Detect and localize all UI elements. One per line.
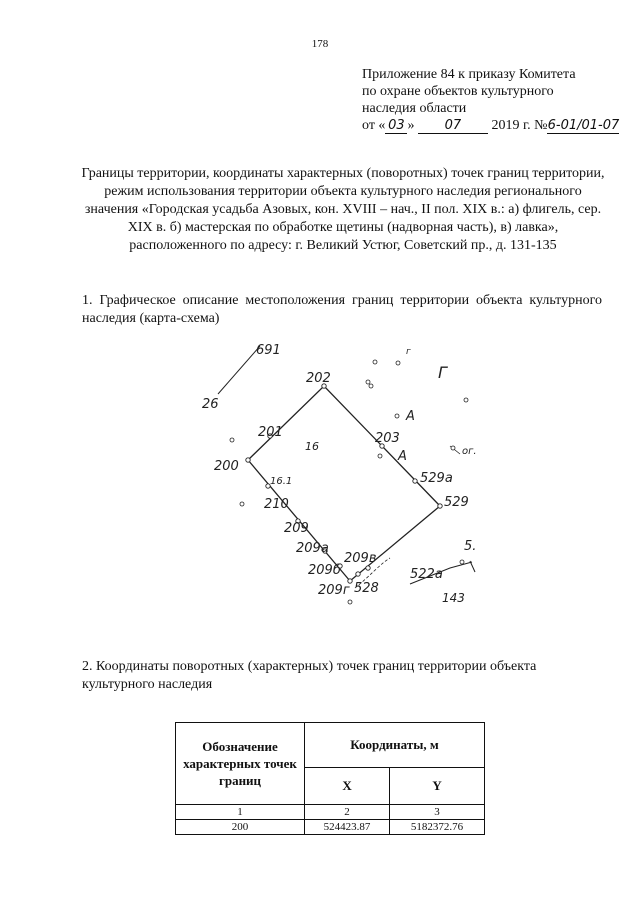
- coordinates-table: [175, 722, 485, 835]
- label-16: 16: [305, 440, 319, 453]
- coord-x: 524423.87: [305, 820, 390, 835]
- col-number: 1: [176, 805, 305, 820]
- col-number: 3: [390, 805, 485, 820]
- label-529: 529: [444, 495, 469, 510]
- boundary-map: [200, 336, 490, 606]
- date-day-close: »: [407, 118, 415, 133]
- header-x: X: [305, 768, 390, 805]
- label-r: г: [406, 347, 411, 357]
- label-16-1: 16.1: [270, 476, 293, 487]
- label-G: Г: [438, 363, 447, 382]
- appendix-line-2: по охране объектов культурного: [362, 84, 554, 99]
- label-A2: A: [398, 449, 407, 464]
- section-2-heading: 2. Координаты поворотных (характерных) точек границ территории объекта культурного наследия: [82, 659, 537, 692]
- label-210: 210: [264, 497, 289, 512]
- appendix-line-3: наследия области: [362, 101, 467, 116]
- label-og: ог.: [462, 446, 477, 457]
- label-691: 691: [256, 343, 281, 358]
- handwritten-day: 03: [385, 119, 407, 134]
- label-209b: 209б: [308, 563, 341, 578]
- label-200: 200: [214, 459, 239, 474]
- appendix-line-1: Приложение 84 к приказу Комитета: [362, 67, 576, 82]
- appendix-header: [362, 66, 632, 134]
- date-year: 2019 г. №: [491, 118, 548, 133]
- appendix-date-line: [362, 117, 632, 134]
- label-529a: 529а: [420, 471, 453, 486]
- table-row: [176, 820, 485, 835]
- label-26: 26: [202, 397, 219, 412]
- section-1-heading: 1. Графическое описание местоположения границ территории объекта культурного наследия (карта-схема): [82, 293, 602, 326]
- col-number: 2: [305, 805, 390, 820]
- header-coordinates: Координаты, м: [305, 723, 485, 768]
- map-line: [218, 346, 260, 394]
- label-209: 209: [284, 521, 309, 536]
- label-203: 203: [375, 431, 400, 446]
- page-number: 178: [311, 38, 329, 50]
- label-209g: 209г: [318, 583, 350, 598]
- label-209v: 209в: [344, 551, 377, 566]
- label-201: 201: [258, 425, 283, 440]
- handwritten-month: 07: [418, 119, 488, 134]
- date-prefix: от «: [362, 118, 386, 133]
- header-y: Y: [390, 768, 485, 805]
- label-528: 528: [354, 581, 379, 596]
- header-designation: Обозначение характерных точек границ: [176, 723, 305, 805]
- point-id: 200: [176, 820, 305, 835]
- label-209a: 209а: [296, 541, 329, 556]
- coord-y: 5182372.76: [390, 820, 485, 835]
- handwritten-order-number: 6-01/01-07: [547, 118, 620, 133]
- label-5: 5.: [464, 539, 477, 554]
- document-title: Границы территории, координаты характерных (поворотных) точек границ территории, режим использования территории объекта культурного наследия регионального значения «Городская усадьба Азовых, кон. XVIII – нач., II пол. XIX в.: а) флигель, сер. XIX в. б) мастерская по обработке щетины (надворная часть), в) лавка», расположенного по адресу: г. Великий Устюг, Советский пр., д. 131-135: [81, 166, 605, 253]
- label-522a: 522а: [410, 567, 443, 582]
- map-line: [470, 561, 475, 572]
- label-202: 202: [306, 371, 331, 386]
- label-A1: A: [406, 409, 415, 424]
- label-143: 143: [442, 591, 465, 605]
